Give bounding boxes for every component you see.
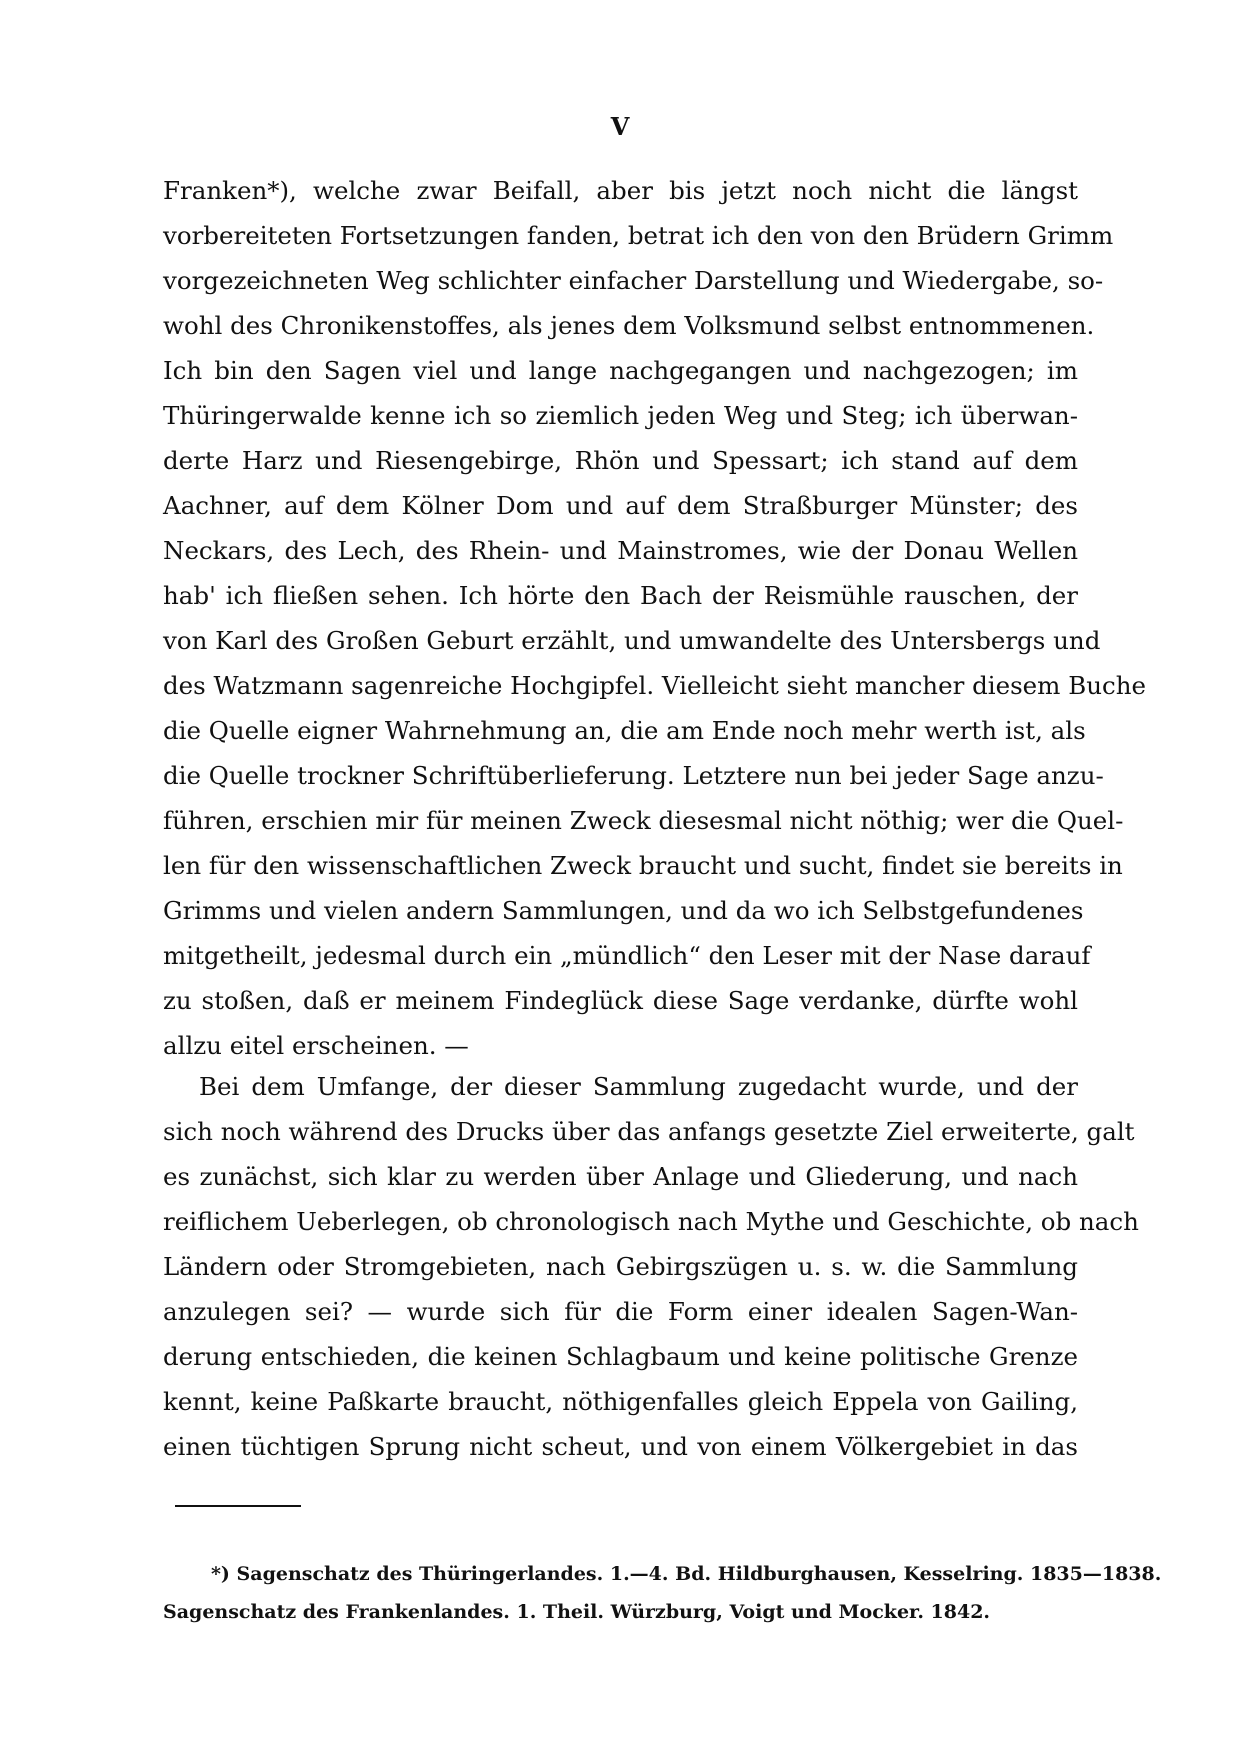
text-line: des Watzmann sagenreiche Hochgipfel. Vielleicht sieht mancher diesem Buche	[163, 671, 1146, 700]
text-line: Neckars, des Lech, des Rhein- und Mainstromes, wie der Donau Wellen	[163, 536, 1078, 565]
text-line: Franken*), welche zwar Beifall, aber bis jetzt noch nicht die längst	[163, 176, 1078, 205]
text-line: Ländern oder Stromgebieten, nach Gebirgszügen u. s. w. die Sammlung	[163, 1252, 1078, 1281]
text-line: die Quelle eigner Wahrnehmung an, die am Ende noch mehr werth ist, als	[163, 716, 1086, 745]
text-line: Grimms und vielen andern Sammlungen, und da wo ich Selbstgefundenes	[163, 896, 1084, 925]
text-line: führen, erschien mir für meinen Zweck diesesmal nicht nöthig; wer die Quel-	[163, 806, 1124, 835]
footnote-divider	[175, 1505, 301, 1507]
footnote-line: *) Sagenschatz des Thüringerlandes. 1.—4. Bd. Hildburghausen, Kesselring. 1835—1838.	[211, 1563, 1162, 1585]
paragraph	[163, 168, 1146, 1068]
text-line: derte Harz und Riesengebirge, Rhön und Spessart; ich stand auf dem	[163, 446, 1078, 475]
text-line: es zunächst, sich klar zu werden über Anlage und Gliederung, und nach	[163, 1162, 1078, 1191]
text-line: einen tüchtigen Sprung nicht scheut, und von einem Völkergebiet in das	[163, 1432, 1078, 1461]
text-line: len für den wissenschaftlichen Zweck braucht und sucht, findet sie bereits in	[163, 851, 1123, 880]
text-line: zu stoßen, daß er meinem Findeglück diese Sage verdanke, dürfte wohl	[163, 986, 1078, 1015]
text-line: kennt, keine Paßkarte braucht, nöthigenfalles gleich Eppela von Gailing,	[163, 1387, 1078, 1416]
text-line: sich noch während des Drucks über das anfangs gesetzte Ziel erweiterte, galt	[163, 1117, 1135, 1146]
text-line: derung entschieden, die keinen Schlagbaum und keine politische Grenze	[163, 1342, 1078, 1371]
text-line: anzulegen sei? — wurde sich für die Form einer idealen Sagen-Wan-	[163, 1297, 1078, 1326]
text-line: mitgetheilt, jedesmal durch ein „mündlich“ den Leser mit der Nase darauf	[163, 941, 1091, 970]
footnote-line: Sagenschatz des Frankenlandes. 1. Theil. Würzburg, Voigt und Mocker. 1842.	[163, 1601, 991, 1623]
text-line: reiflichem Ueberlegen, ob chronologisch nach Mythe und Geschichte, ob nach	[163, 1207, 1139, 1236]
text-line: wohl des Chronikenstoffes, als jenes dem Volksmund selbst entnommenen.	[163, 311, 1095, 340]
text-line: Thüringerwalde kenne ich so ziemlich jeden Weg und Steg; ich überwan-	[163, 401, 1078, 430]
footnotes	[163, 1555, 1162, 1631]
text-line: allzu eitel erscheinen. —	[163, 1031, 469, 1060]
page-number: V	[610, 112, 631, 141]
paragraph	[163, 1064, 1139, 1469]
text-line: die Quelle trockner Schriftüberlieferung. Letztere nun bei jeder Sage anzu-	[163, 761, 1104, 790]
text-line: von Karl des Großen Geburt erzählt, und umwandelte des Untersbergs und	[163, 626, 1101, 655]
text-line: vorbereiteten Fortsetzungen fanden, betrat ich den von den Brüdern Grimm	[163, 221, 1114, 250]
text-line: hab' ich fließen sehen. Ich hörte den Bach der Reismühle rauschen, der	[163, 581, 1078, 610]
text-line: Aachner, auf dem Kölner Dom und auf dem Straßburger Münster; des	[163, 491, 1078, 520]
text-line: vorgezeichneten Weg schlichter einfacher Darstellung und Wiedergabe, so-	[163, 266, 1104, 295]
text-line: Ich bin den Sagen viel und lange nachgegangen und nachgezogen; im	[163, 356, 1078, 385]
text-line: Bei dem Umfange, der dieser Sammlung zugedacht wurde, und der	[199, 1072, 1078, 1101]
